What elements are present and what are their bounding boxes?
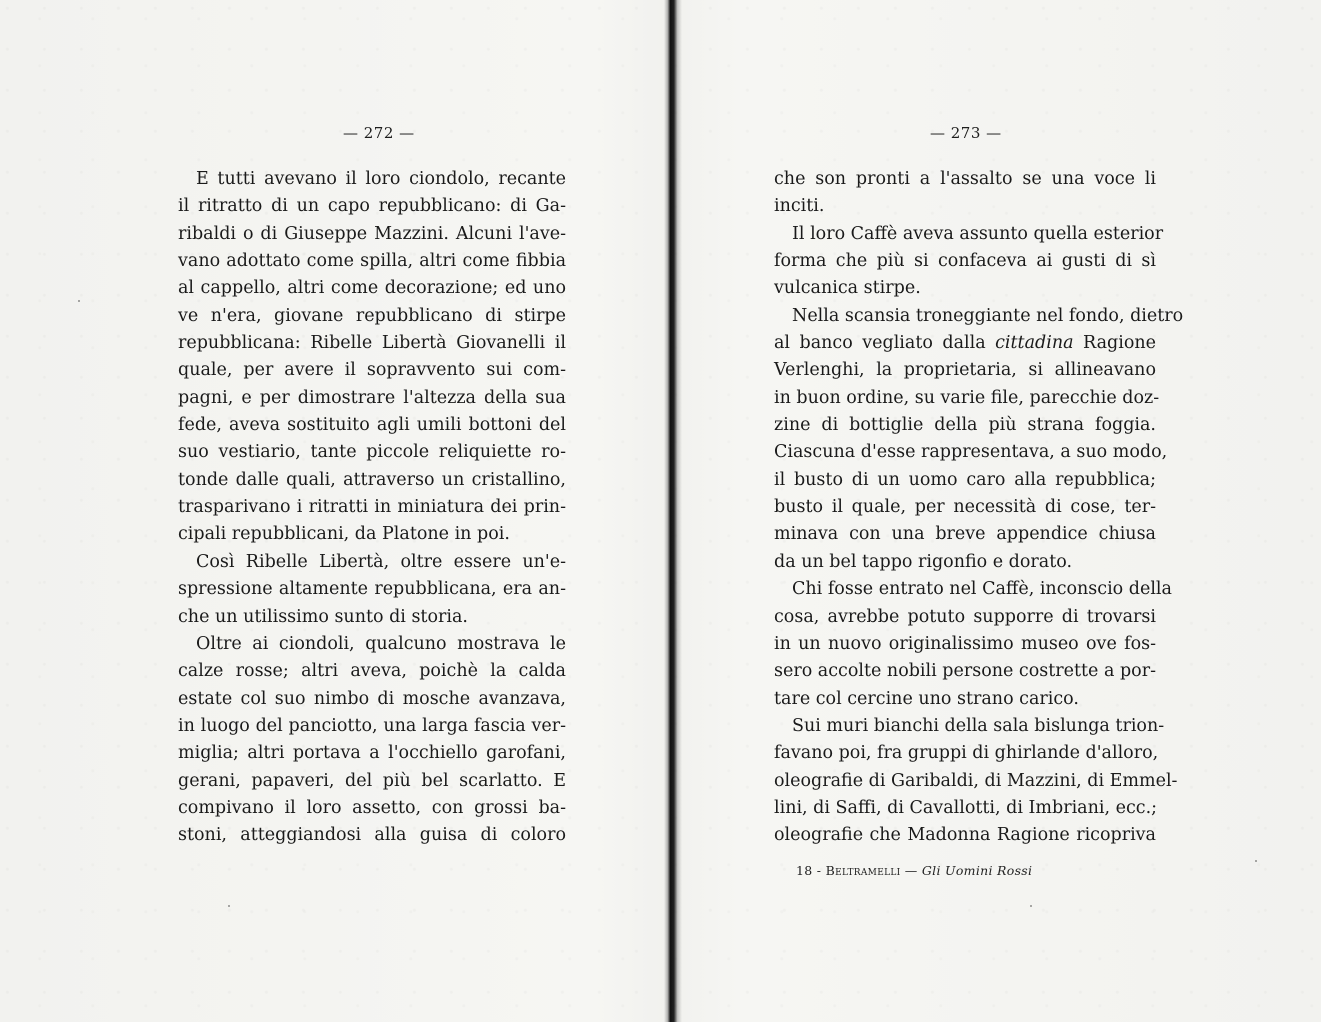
text-line: Sui muri bianchi della sala bislunga trion- <box>792 715 1165 736</box>
paper-speck <box>1030 905 1032 907</box>
text-line: da un bel tappo rigonfio e dorato. <box>774 551 1073 572</box>
text-line: al banco vegliato dalla cittadina Ragione <box>774 333 1156 354</box>
text-line: miglia; altri portava a l'occhiello garofani, <box>178 743 566 764</box>
text-line: pagni, e per dimostrare l'altezza della sua <box>178 387 566 408</box>
text-line: che un utilissimo sunto di storia. <box>178 606 468 627</box>
signature-title: Gli Uomini Rossi <box>921 863 1033 878</box>
signature-separator: - <box>816 863 822 878</box>
page-number: — 272 — <box>343 124 415 142</box>
text-line: che son pronti a l'assalto se una voce li <box>774 169 1156 189</box>
text-line: trasparivano i ritratti in miniatura dei prin- <box>178 497 566 518</box>
text-line: estate col suo nimbo di mosche avanzava, <box>178 688 566 709</box>
text-line: cipali repubblicani, da Platone in poi. <box>178 524 510 545</box>
signature-dash: — <box>904 863 918 878</box>
text-line: zine di bottiglie della più strana foggia. <box>774 415 1156 436</box>
text-line: Oltre ai ciondoli, qualcuno mostrava le <box>196 633 566 654</box>
text-line: forma che più si confaceva ai gusti di sì <box>774 251 1156 272</box>
text-line: Nella scansia troneggiante nel fondo, dietro <box>792 305 1184 326</box>
text-line: favano poi, fra gruppi di ghirlande d'alloro, <box>774 743 1159 764</box>
text-line: lini, di Saffi, di Cavallotti, di Imbriani, ecc.; <box>774 797 1158 818</box>
text-line: suo vestiario, tante piccole reliquiette ro- <box>178 442 566 463</box>
body-text <box>178 166 566 850</box>
text-line: il busto di un uomo caro alla repubblica; <box>774 469 1156 490</box>
text-line: ribaldi o di Giuseppe Mazzini. Alcuni l'ave- <box>178 223 566 244</box>
text-line: in un nuovo originalissimo museo ove fos- <box>774 633 1156 654</box>
text-line: il ritratto di un capo repubblicano: di Ga- <box>178 196 566 217</box>
text-line: repubblicana: Ribelle Libertà Giovanelli il <box>178 333 566 354</box>
text-line: compivano il loro assetto, con grossi ba- <box>178 797 566 818</box>
text-line: oleografie di Garibaldi, di Mazzini, di Emmel- <box>774 770 1178 791</box>
text-line: busto il quale, per necessità di cose, ter- <box>774 497 1156 518</box>
text-line: al cappello, altri come decorazione; ed uno <box>178 278 566 299</box>
right-page <box>678 0 1321 1022</box>
text-line: vano adottato come spilla, altri come fibbia <box>178 251 566 272</box>
text-line: Verlenghi, la proprietaria, si allineavano <box>774 360 1156 381</box>
text-line: minava con una breve appendice chiusa <box>774 524 1156 545</box>
text-line: calze rosse; altri aveva, poichè la calda <box>178 661 566 682</box>
text-line: vulcanica stirpe. <box>774 278 921 299</box>
text-line: in buon ordine, su varie file, parecchie doz- <box>774 387 1160 408</box>
text-line: gerani, papaveri, del più bel scarlatto. E <box>178 770 566 791</box>
text-line: fede, aveva sostituito agli umili bottoni del <box>178 415 566 436</box>
signature-sheet-number: 18 <box>796 863 813 878</box>
text-line: oleografie che Madonna Ragione ricopriva <box>774 825 1156 846</box>
text-line: Così Ribelle Libertà, oltre essere un'e- <box>196 551 566 572</box>
text-line: tonde dalle quali, attraverso un cristallino, <box>178 469 566 490</box>
page-number: — 273 — <box>930 124 1002 142</box>
text-line: Chi fosse entrato nel Caffè, inconscio della <box>792 579 1172 600</box>
text-line: inciti. <box>774 196 825 217</box>
text-line: E tutti avevano il loro ciondolo, recante <box>196 169 566 189</box>
text-line: Ciascuna d'esse rappresentava, a suo modo, <box>774 442 1168 463</box>
body-text <box>774 166 1184 850</box>
printer-signature <box>796 863 1032 878</box>
paper-speck <box>228 905 230 907</box>
text-line: ve n'era, giovane repubblicano di stirpe <box>178 305 566 326</box>
text-line: tare col cercine uno strano carico. <box>774 688 1079 709</box>
paper-speck <box>1255 860 1257 862</box>
text-line: sero accolte nobili persone costrette a por- <box>774 661 1156 682</box>
text-line: spressione altamente repubblicana, era an- <box>178 579 566 600</box>
text-line: cosa, avrebbe potuto supporre di trovarsi <box>774 606 1156 627</box>
text-line: in luogo del panciotto, una larga fascia ver- <box>178 715 566 736</box>
signature-author: Beltramelli <box>825 863 901 878</box>
text-line: Il loro Caffè aveva assunto quella esterior <box>792 223 1164 244</box>
paper-speck <box>78 300 80 302</box>
emphasized-word: cittadina <box>995 333 1074 354</box>
text-line: stoni, atteggiandosi alla guisa di coloro <box>178 825 566 846</box>
text-line: quale, per avere il sopravvento sui com- <box>178 360 566 381</box>
